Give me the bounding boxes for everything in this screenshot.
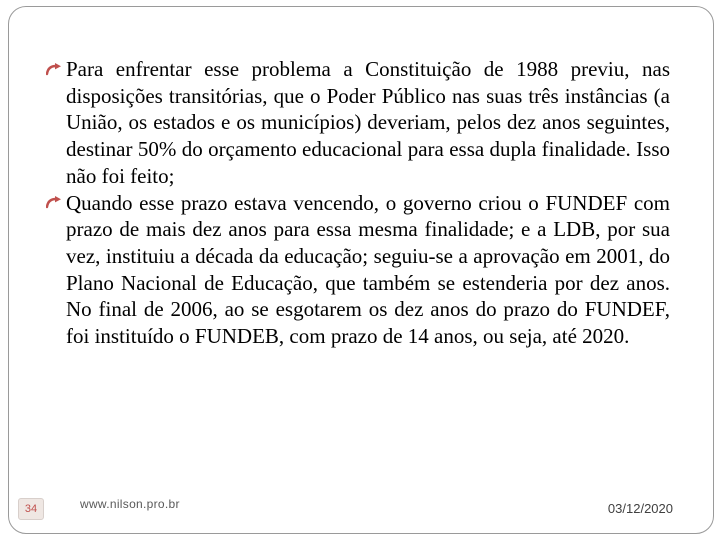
bullet-text: Quando esse prazo estava vencendo, o governo criou o FUNDEF com prazo de mais dez anos para essa mesma finalidade; e a LDB, por sua vez, instituiu a década da educação; seguiu-se a aprovação em 2001, do Plano Nacional de Educação, que também se estenderia por dez anos. No final de 2006, ao se esgotarem os dez anos do prazo do FUNDEF, foi instituído o FUNDEB, com prazo de 14 anos, ou seja, até 2020. xyxy=(66,190,670,349)
bullet-text: Para enfrentar esse problema a Constituição de 1988 previu, nas disposições transitórias, que o Poder Público nas suas três instâncias (a União, os estados e os municípios) deveriam, pelos dez anos seguintes, destinar 50% do orçamento educacional para essa dupla finalidade. Isso não foi feito; xyxy=(66,57,670,188)
bullet-item xyxy=(46,190,670,350)
bullet-item xyxy=(46,56,670,190)
footer-date: 03/12/2020 xyxy=(607,501,673,516)
curved-arrow-bullet-icon xyxy=(46,56,66,83)
footer-url: www.nilson.pro.br xyxy=(80,497,180,511)
page-number: 34 xyxy=(18,498,44,520)
slide-body xyxy=(46,56,670,350)
curved-arrow-bullet-icon xyxy=(46,190,66,217)
